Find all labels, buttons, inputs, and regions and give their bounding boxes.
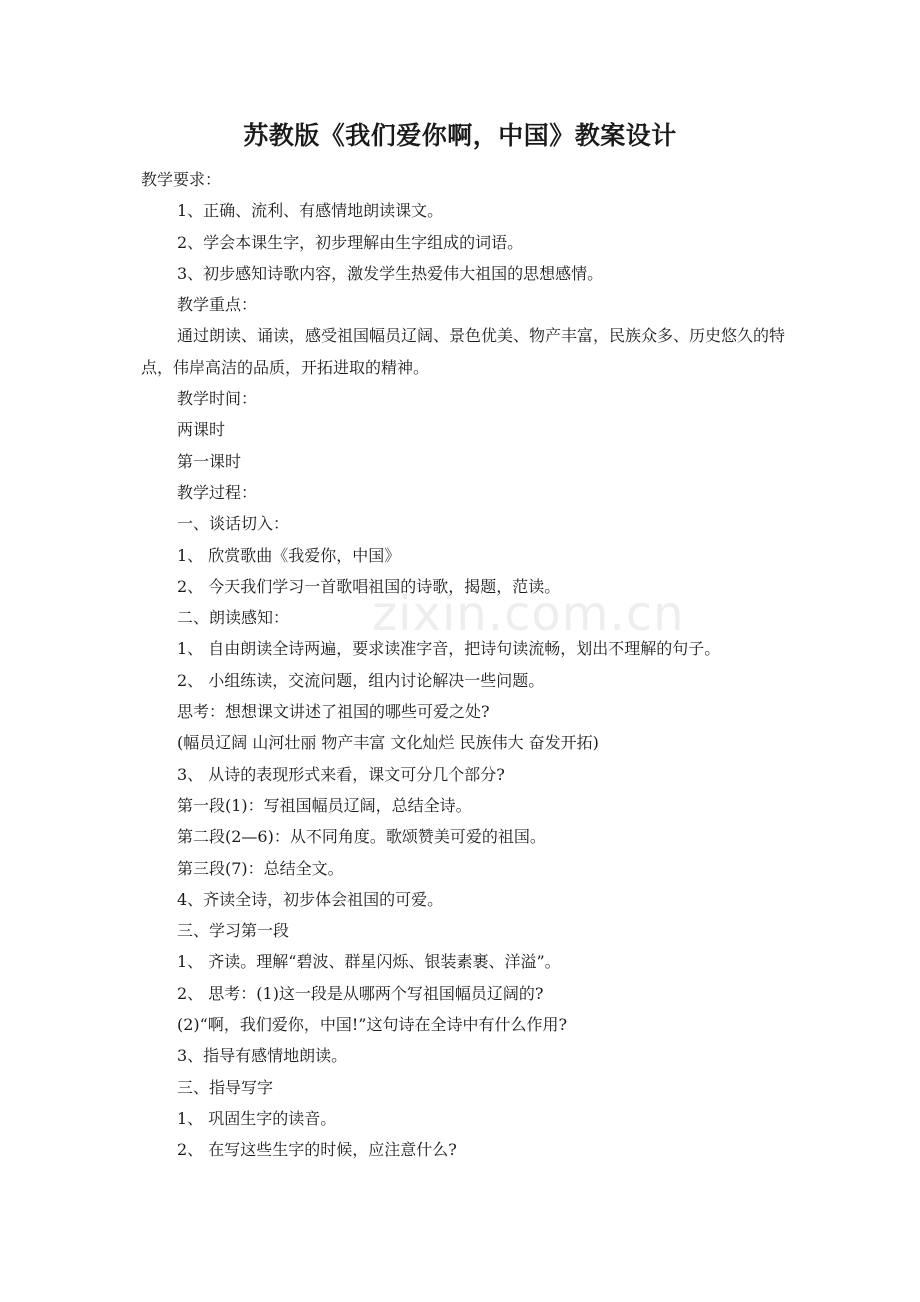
text-line: (幅员辽阔 山河壮丽 物产丰富 文化灿烂 民族伟大 奋发开拓) <box>177 733 599 753</box>
text-line: 1、 齐读。理解“碧波、群星闪烁、银装素裹、洋溢”。 <box>177 952 561 972</box>
text-line: 3、初步感知诗歌内容，激发学生热爱伟大祖国的思想感情。 <box>177 263 604 283</box>
text-line: 2、 思考：(1)这一段是从哪两个写祖国幅员辽阔的? <box>177 983 544 1003</box>
text-line: (2)“啊，我们爱你，中国!”这句诗在全诗中有什么作用? <box>177 1015 568 1035</box>
text-line: 教学要求： <box>141 170 222 189</box>
text-line: 4、齐读全诗，初步体会祖国的可爱。 <box>177 889 444 909</box>
text-line: 二、朗读感知： <box>177 608 290 628</box>
text-line: 通过朗读、诵读，感受祖国幅员辽阔、景色优美、物产丰富，民族众多、历史悠久的特点，伟岸高洁的品质，开拓进取的精神。 <box>141 326 786 377</box>
text-line: 1、 自由朗读全诗两遍，要求读准字音，把诗句读流畅，划出不理解的句子。 <box>177 639 721 659</box>
text-line: 三、学习第一段 <box>177 921 290 941</box>
text-line: 2、 在写这些生字的时候，应注意什么? <box>177 1140 457 1160</box>
text-line: 教学重点： <box>177 295 258 315</box>
text-line: 思考：想想课文讲述了祖国的哪些可爱之处? <box>177 702 490 722</box>
text-line: 第三段(7)：总结全文。 <box>177 858 344 878</box>
text-line: 第一段(1)：写祖国幅员辽阔，总结全诗。 <box>177 795 472 815</box>
text-line: 3、指导有感情地朗读。 <box>177 1046 348 1066</box>
document-title: 苏教版《我们爱你啊，中国》教案设计 <box>243 121 677 150</box>
text-line: 两课时 <box>177 420 226 440</box>
text-line: 教学时间： <box>177 389 258 409</box>
text-line: 1、 欣赏歌曲《我爱你，中国》 <box>177 545 401 565</box>
text-line: 第二段(2—6)：从不同角度。歌颂赞美可爱的祖国。 <box>177 827 546 847</box>
text-line: 2、 小组练读，交流问题，组内讨论解决一些问题。 <box>177 670 545 690</box>
document-body <box>141 164 791 1166</box>
text-line: 1、正确、流利、有感情地朗读课文。 <box>177 201 444 221</box>
text-line: 2、 今天我们学习一首歌唱祖国的诗歌，揭题，范读。 <box>177 576 561 596</box>
text-line: 一、谈话切入： <box>177 514 290 534</box>
text-line: 三、指导写字 <box>177 1077 274 1097</box>
text-line: 第一课时 <box>177 451 242 471</box>
text-line: 2、学会本课生字，初步理解由生字组成的词语。 <box>177 232 524 252</box>
text-line: 1、 巩固生字的读音。 <box>177 1108 337 1128</box>
watermark: zixin.com.cn <box>372 586 685 642</box>
text-line: 教学过程： <box>177 482 258 502</box>
text-line: 3、 从诗的表现形式来看，课文可分几个部分? <box>177 764 505 784</box>
